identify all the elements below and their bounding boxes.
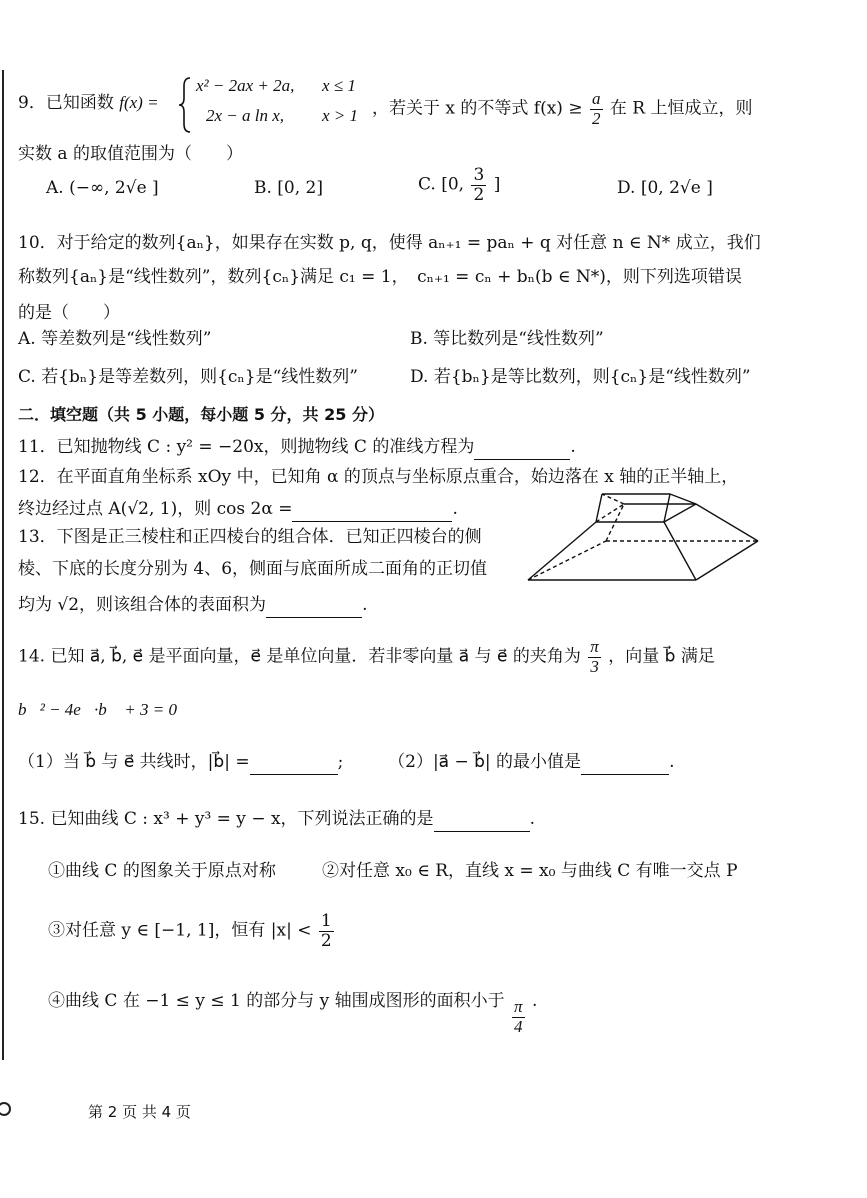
- page-number: 第 2 页 共 4 页: [88, 1103, 191, 1121]
- q10-option-d: D. 若{bₙ}是等比数列，则{cₙ}是“线性数列”: [410, 367, 751, 387]
- q9-inequality: ，若关于 x 的不等式 f(x) ≥: [372, 98, 583, 119]
- q12-end: .: [452, 499, 458, 519]
- q10-line3: 的是（ ）: [18, 303, 120, 323]
- q14-line2: b⃗² − 4e⃗·b⃗ + 3 = 0．: [18, 700, 191, 719]
- q14-frac-num: π: [590, 637, 599, 656]
- binding-margin-line: [2, 70, 4, 1060]
- q13-answer-blank: [266, 597, 362, 618]
- q10-line2: 称数列{aₙ}是“线性数列”，数列{cₙ}满足 c₁ = 1， cₙ₊₁ = cₙ + bₙ(b ∈ N*)，则下列选项错误: [18, 267, 742, 287]
- q9-prefix: 9．已知函数: [18, 93, 114, 113]
- q9-line2: 实数 a 的取值范围为（ ）: [18, 144, 243, 164]
- q9-piece1: [196, 76, 294, 96]
- q14-part1-blank: [250, 754, 338, 775]
- q14-part2-blank: [581, 754, 669, 775]
- q11-line: [18, 432, 576, 460]
- q13-line1: 13．下图是正三棱柱和正四棱台的组合体．已知正四棱台的侧: [18, 527, 482, 547]
- q12-answer-blank: [292, 501, 452, 522]
- q15-statement-1: ①曲线 C 的图象关于原点对称: [48, 861, 276, 881]
- q12-text: 终边经过点 A(√2, 1)，则 cos 2α =: [18, 499, 293, 519]
- q9-option-c-frac: [471, 166, 486, 204]
- q15-s4-end: .: [531, 991, 538, 1011]
- q15-statement-3-frac: [319, 912, 334, 950]
- q13-solid-figure: [520, 486, 770, 586]
- q9-cond1: x ≤ 1: [322, 76, 356, 95]
- q13-end: .: [362, 595, 368, 615]
- q14-parts: [18, 747, 674, 775]
- q9-brace-icon: [178, 76, 192, 134]
- q15-statement-3-text: ③对任意 y ∈ [−1, 1]，恒有 |x| <: [48, 920, 312, 941]
- q10-option-a: A. 等差数列是“线性数列”: [18, 329, 212, 349]
- q10-option-b: B. 等比数列是“线性数列”: [410, 329, 604, 349]
- q11-answer-blank: [474, 439, 570, 460]
- q12-line1: 12．在平面直角坐标系 xOy 中，已知角 α 的顶点与坐标原点重合，始边落在 x 轴的正半轴上，: [18, 467, 739, 487]
- q9-cond2: x > 1: [322, 106, 359, 125]
- q15-end: .: [529, 809, 535, 829]
- q9-frac-num: a: [592, 89, 601, 108]
- q10-option-c: C. 若{bₙ}是等差数列，则{cₙ}是“线性数列”: [18, 367, 358, 387]
- q15-s4-den: 4: [514, 1017, 523, 1036]
- binding-hole-icon: [0, 1102, 11, 1116]
- q9-option-a: A. (−∞, 2√e ]: [46, 178, 159, 198]
- q9-option-d: D. [0, 2√e ]: [617, 178, 713, 198]
- q9-line1-post: [372, 90, 753, 128]
- q15-statement-4: [48, 986, 537, 1037]
- q9-option-c: [418, 166, 500, 204]
- section2-title: 二．填空题（共 5 小题，每小题 5 分，共 25 分）: [18, 405, 384, 424]
- q14-part2: （2）|a⃗ − b⃗| 的最小值是: [388, 752, 582, 772]
- q12-line2: [18, 494, 458, 522]
- q14-end: .: [669, 752, 675, 772]
- q9-option-b: B. [0, 2]: [254, 178, 324, 198]
- q14-part1: （1）当 b⃗ 与 e⃗ 共线时，|b⃗| =: [18, 752, 250, 772]
- q15-statement-4-text: ④曲线 C 在 −1 ≤ y ≤ 1 的部分与 y 轴围成图形的面积小于: [48, 991, 505, 1011]
- q9-func-name: f(x) =: [119, 93, 159, 112]
- q15-answer-blank: [434, 811, 530, 832]
- q9-line1-end: 在 R 上恒成立，则: [609, 98, 753, 119]
- q14-line1: [18, 638, 715, 676]
- q9-piece2: 2x − a ln x,: [206, 106, 285, 125]
- q15-statement-4-frac: [512, 998, 525, 1036]
- q15-line1: [18, 804, 535, 832]
- q9-option-c-den: 2: [473, 184, 485, 205]
- q15-s4-num: π: [514, 997, 523, 1017]
- q11-end: .: [570, 437, 576, 457]
- q9-piece1-expr: x² − 2ax + 2a,: [196, 76, 295, 95]
- q9-option-c-num: 3: [473, 165, 485, 185]
- q13-text: 均为 √2，则该组合体的表面积为: [18, 595, 267, 615]
- q14-separator: ;: [337, 752, 344, 772]
- q13-line2: 棱、下底的长度分别为 4、6，侧面与底面所成二面角的正切值: [18, 559, 488, 579]
- q10-line1: 10．对于给定的数列{aₙ}，如果存在实数 p, q，使得 aₙ₊₁ = paₙ + q 对任意 n ∈ N* 成立，我们: [18, 233, 761, 253]
- q15-s3-num: 1: [320, 911, 332, 931]
- q15-text: 15. 已知曲线 C : x³ + y³ = y − x，下列说法正确的是: [18, 809, 434, 829]
- q14-line1-post: ，向量 b⃗ 满足: [608, 646, 715, 667]
- q9-option-c-post: ]: [493, 174, 501, 195]
- q9-fraction: [590, 90, 603, 128]
- q14-text: 14. 已知 a⃗, b⃗, e⃗ 是平面向量，e⃗ 是单位向量．若非零向量 a⃗ 与 e⃗ 的夹角为: [18, 646, 581, 667]
- q15-statement-2: ②对任意 x₀ ∈ R，直线 x = x₀ 与曲线 C 有唯一交点 P: [322, 861, 738, 881]
- q14-fraction: [588, 638, 601, 676]
- q11-text: 11．已知抛物线 C : y² = −20x，则抛物线 C 的准线方程为: [18, 437, 475, 457]
- q9-option-c-pre: C. [0,: [418, 174, 465, 195]
- q14-frac-den: 3: [590, 656, 599, 676]
- q9-line1: [18, 88, 159, 113]
- q9-frac-den: 2: [592, 108, 601, 128]
- q13-line3: [18, 590, 367, 618]
- q15-s3-den: 2: [320, 930, 332, 951]
- q15-statement-3: [48, 912, 336, 950]
